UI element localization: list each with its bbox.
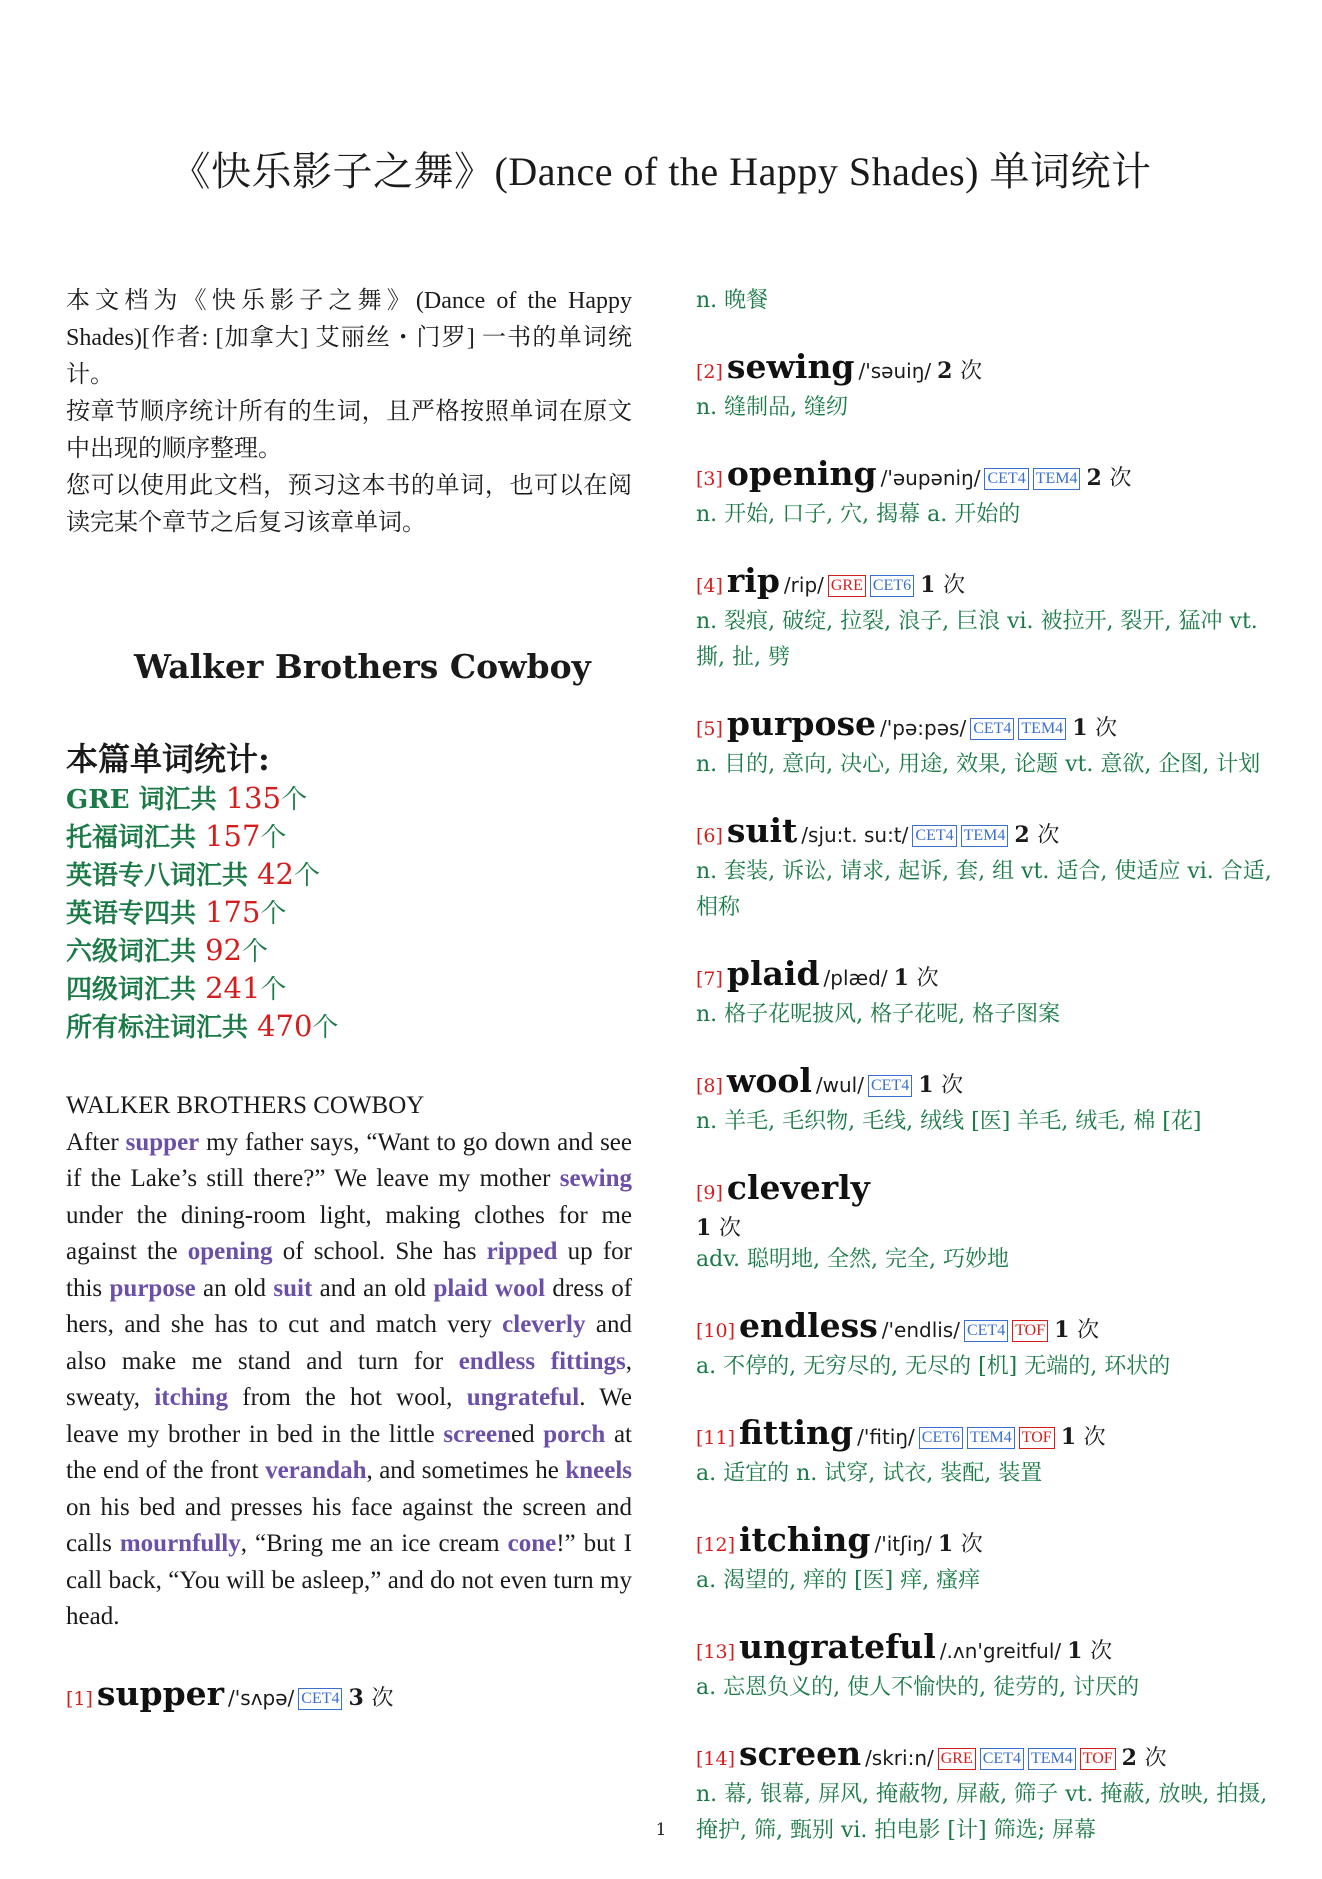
entry-index: [5] bbox=[696, 718, 723, 740]
entry-header bbox=[696, 1063, 1276, 1104]
count-unit: 次 bbox=[960, 1532, 983, 1557]
entry-phonetic: /'sʌpə/ bbox=[228, 1685, 295, 1710]
stats-heading: 本篇单词统计: bbox=[66, 740, 270, 778]
count-unit: 次 bbox=[916, 966, 939, 991]
count-unit: 次 bbox=[941, 1073, 964, 1098]
count-unit: 次 bbox=[718, 1216, 741, 1241]
intro-paragraph: 您可以使用此文档，预习这本书的单词，也可以在阅读完某个章节之后复习该章单词。 bbox=[66, 473, 632, 536]
highlighted-word: fittings bbox=[550, 1347, 626, 1375]
entry-header bbox=[696, 1629, 1276, 1670]
entry-word: endless bbox=[739, 1306, 878, 1345]
stat-unit: 个 bbox=[260, 899, 287, 929]
vocab-entry bbox=[696, 956, 1276, 1033]
vocab-list-right bbox=[696, 283, 1276, 1849]
highlighted-word: purpose bbox=[109, 1274, 196, 1302]
entry-header bbox=[696, 813, 1276, 854]
stat-unit: 个 bbox=[312, 1013, 339, 1043]
count-value: 1 bbox=[920, 572, 944, 598]
count-unit: 次 bbox=[1077, 1318, 1100, 1343]
stat-label: 英语专四共 bbox=[66, 899, 206, 929]
highlighted-word: supper bbox=[125, 1128, 200, 1156]
entry-index: [9] bbox=[696, 1182, 723, 1204]
stat-row bbox=[66, 1008, 632, 1046]
entry-definition: n. 开始, 口子, 穴, 揭幕 a. 开始的 bbox=[696, 502, 1021, 527]
entry-phonetic: /sju:t. su:t/ bbox=[801, 823, 909, 847]
tag-badge: CET4 bbox=[980, 1748, 1024, 1770]
entry-definition: n. 格子花呢披风, 格子花呢, 格子图案 bbox=[696, 1002, 1061, 1027]
entry-index: [2] bbox=[696, 361, 723, 383]
entry-phonetic: /rip/ bbox=[783, 573, 824, 597]
stat-unit: 个 bbox=[260, 975, 287, 1005]
stat-count: 42 bbox=[257, 857, 294, 891]
stat-label: GRE 词汇共 bbox=[66, 785, 226, 815]
stat-row bbox=[66, 780, 632, 818]
tag-badge: CET6 bbox=[919, 1427, 963, 1449]
stat-row bbox=[66, 856, 632, 894]
intro-paragraph: 按章节顺序统计所有的生词，且严格按照单词在原文中出现的顺序整理。 bbox=[66, 399, 632, 462]
entry-definition: a. 适宜的 n. 试穿, 试衣, 装配, 装置 bbox=[696, 1461, 1043, 1486]
stat-label: 四级词汇共 bbox=[66, 975, 206, 1005]
entry-definition: a. 渴望的, 痒的 [医] 痒, 瘙痒 bbox=[696, 1568, 981, 1593]
count-value: 1 bbox=[893, 965, 917, 991]
entry-index: [11] bbox=[696, 1427, 736, 1449]
stat-row bbox=[66, 894, 632, 932]
entry-phonetic: /'itʃiŋ/ bbox=[874, 1532, 932, 1556]
entry-word: purpose bbox=[726, 704, 877, 743]
entry-phonetic: /wul/ bbox=[815, 1073, 864, 1097]
entry-header bbox=[696, 1415, 1276, 1456]
vocab-entry bbox=[696, 1063, 1276, 1140]
intro-paragraph: 本文档为《快乐影子之舞》(Dance of the Happy Shades)[作者: [加拿大] 艾丽丝・门罗] 一书的单词统计。 bbox=[66, 288, 632, 388]
count-unit: 次 bbox=[371, 1685, 394, 1711]
entry-phonetic: /.ʌn'greitful/ bbox=[939, 1639, 1062, 1663]
stat-unit: 个 bbox=[260, 823, 287, 853]
vocab-entry bbox=[696, 706, 1276, 783]
entry-word: rip bbox=[726, 561, 780, 600]
entry-word: wool bbox=[726, 1061, 812, 1100]
entry-header bbox=[66, 1673, 632, 1717]
count-unit: 次 bbox=[1037, 823, 1060, 848]
vocab-entry bbox=[696, 1415, 1276, 1492]
entry-header bbox=[696, 1522, 1276, 1563]
count-value: 2 bbox=[1086, 465, 1110, 491]
tag-badge: TEM4 bbox=[961, 825, 1009, 847]
tag-badge: CET4 bbox=[984, 468, 1028, 490]
tag-badge: CET4 bbox=[964, 1320, 1008, 1342]
count-value: 1 bbox=[1054, 1317, 1078, 1343]
highlighted-word: opening bbox=[187, 1238, 273, 1265]
tag-badge: CET4 bbox=[298, 1688, 342, 1710]
entry-word: suit bbox=[726, 811, 798, 850]
entry-phonetic: /'pə:pəs/ bbox=[880, 716, 967, 740]
vocab-entry bbox=[696, 1522, 1276, 1599]
entry-word: screen bbox=[739, 1734, 862, 1773]
count-value: 1 bbox=[696, 1215, 719, 1241]
entry-definition: adv. 聪明地, 全然, 完全, 巧妙地 bbox=[696, 1247, 1009, 1272]
intro-section bbox=[66, 283, 632, 542]
entry-count bbox=[1054, 1317, 1099, 1343]
entry-header bbox=[696, 456, 1276, 497]
tag-badge: GRE bbox=[938, 1748, 976, 1770]
entry-definition: n. 晚餐 bbox=[696, 288, 769, 313]
text-paragraph: After supper my father says, “Want to go down and see if the Lake’s still there?” We leave my mother sewing under the dining-room light, making clothes for me against the opening of school. She has ripped up for this purpose an old suit and an old plaid wool dress of hers, and she has to cut and match very cleverly and also make me stand and turn for endless fittings, sweaty, itching from the hot wool, ungrateful. We leave my brother in bed in the little screened porch at the end of the front verandah, and sometimes he kneels on his bed and presses his face against the screen and calls mournfully, “Bring me an ice cream cone!” but I call back, “You will be asleep,” and do not even turn my head. bbox=[66, 1128, 633, 1630]
entry-definition: n. 目的, 意向, 决心, 用途, 效果, 论题 vt. 意欲, 企图, 计划 bbox=[696, 752, 1261, 777]
count-value: 1 bbox=[1067, 1638, 1091, 1664]
count-value: 3 bbox=[348, 1684, 372, 1711]
tag-badge: TEM4 bbox=[1033, 468, 1081, 490]
count-value: 2 bbox=[1121, 1745, 1145, 1771]
highlighted-word: verandah bbox=[265, 1457, 367, 1484]
entry-header bbox=[696, 1736, 1276, 1777]
entry-header bbox=[696, 956, 1276, 997]
tag-badge: TEM4 bbox=[967, 1427, 1015, 1449]
entry-header bbox=[696, 349, 1276, 390]
vocab-entry bbox=[696, 1629, 1276, 1706]
entry-index: [1] bbox=[66, 1687, 93, 1710]
vocab-entry bbox=[696, 1308, 1276, 1385]
stat-label: 托福词汇共 bbox=[66, 823, 206, 853]
entry-count bbox=[918, 1072, 963, 1098]
count-value: 2 bbox=[937, 358, 961, 384]
entry-header bbox=[696, 1308, 1276, 1349]
highlighted-word: ripped bbox=[486, 1238, 558, 1265]
count-unit: 次 bbox=[1144, 1746, 1167, 1771]
entry-phonetic: /'əupəniŋ/ bbox=[880, 466, 981, 490]
entry-index: [8] bbox=[696, 1075, 723, 1097]
highlighted-word: endless bbox=[458, 1347, 536, 1375]
entry-phonetic: /'səuiŋ/ bbox=[858, 359, 932, 383]
entry-word: supper bbox=[96, 1673, 225, 1713]
tag-badge: TEM4 bbox=[1018, 718, 1066, 740]
tag-badge: CET4 bbox=[868, 1075, 912, 1097]
entry-word: plaid bbox=[726, 954, 820, 993]
entry-header bbox=[696, 1170, 1276, 1211]
stat-count: 470 bbox=[257, 1009, 313, 1043]
entry-word: sewing bbox=[726, 347, 855, 386]
count-value: 1 bbox=[1060, 1424, 1084, 1450]
tag-badge: CET6 bbox=[870, 575, 914, 597]
count-value: 1 bbox=[1072, 715, 1096, 741]
entry-definition: n. 裂痕, 破绽, 拉裂, 浪子, 巨浪 vi. 被拉开, 裂开, 猛冲 vt. 撕, 扯, 劈 bbox=[696, 609, 1258, 670]
tag-badge: GRE bbox=[828, 575, 866, 597]
tag-badge: TOF bbox=[1019, 1427, 1055, 1449]
highlighted-word: kneels bbox=[565, 1457, 632, 1484]
count-unit: 次 bbox=[1090, 1639, 1113, 1664]
highlighted-word: porch bbox=[543, 1420, 606, 1448]
stat-row bbox=[66, 932, 632, 970]
tag-badge: CET4 bbox=[912, 825, 956, 847]
vocab-entry bbox=[696, 349, 1276, 426]
entry-index: [14] bbox=[696, 1748, 736, 1770]
highlighted-word: screen bbox=[443, 1420, 511, 1448]
entry-count bbox=[1067, 1638, 1112, 1664]
stat-count: 157 bbox=[205, 819, 261, 853]
highlighted-word: plaid bbox=[433, 1274, 488, 1302]
entry-index: [12] bbox=[696, 1534, 736, 1556]
entry-count bbox=[1014, 822, 1059, 848]
entry-index: [4] bbox=[696, 575, 723, 597]
entry-definition: n. 套装, 诉讼, 请求, 起诉, 套, 组 vt. 适合, 使适应 vi. 合适, 相称 bbox=[696, 859, 1272, 920]
highlighted-word: cone bbox=[507, 1530, 557, 1557]
entry-definition: a. 忘恩负义的, 使人不愉快的, 徒劳的, 讨厌的 bbox=[696, 1675, 1140, 1700]
entry-count bbox=[1061, 1424, 1106, 1450]
highlighted-word: suit bbox=[273, 1274, 313, 1302]
entry-word: opening bbox=[726, 454, 877, 493]
page-number: 1 bbox=[655, 1820, 667, 1840]
stat-unit: 个 bbox=[293, 861, 320, 891]
highlighted-word: wool bbox=[495, 1274, 546, 1302]
entry-definition: a. 不停的, 无穷尽的, 无尽的 [机] 无端的, 环状的 bbox=[696, 1354, 1171, 1379]
text-heading: WALKER BROTHERS COWBOY bbox=[66, 1092, 425, 1119]
entry-count bbox=[937, 358, 982, 384]
vocab-entry bbox=[696, 813, 1276, 926]
document-title: 《快乐影子之舞》(Dance of the Happy Shades) 单词统计 bbox=[170, 149, 1152, 194]
stat-label: 英语专八词汇共 bbox=[66, 861, 258, 891]
vocab-entry bbox=[66, 1673, 632, 1717]
left-column bbox=[66, 283, 632, 1717]
stats-list bbox=[66, 780, 632, 1046]
vocab-entry bbox=[696, 1170, 1276, 1278]
tag-badge: TOF bbox=[1080, 1748, 1116, 1770]
entry-count bbox=[1086, 465, 1131, 491]
entry-phonetic: /'endlis/ bbox=[881, 1318, 960, 1342]
vocab-list-left bbox=[66, 1673, 632, 1717]
tag-badge: TOF bbox=[1012, 1320, 1048, 1342]
stat-count: 241 bbox=[205, 971, 261, 1005]
chapter-title: Walker Brothers Cowboy bbox=[134, 647, 591, 686]
stat-row bbox=[66, 818, 632, 856]
stat-unit: 个 bbox=[241, 937, 268, 967]
entry-index: [6] bbox=[696, 825, 723, 847]
entry-index: [13] bbox=[696, 1641, 736, 1663]
entry-count bbox=[938, 1531, 983, 1557]
count-unit: 次 bbox=[943, 573, 966, 598]
stat-label: 六级词汇共 bbox=[66, 937, 206, 967]
highlighted-word: sewing bbox=[559, 1165, 632, 1192]
entry-word: itching bbox=[739, 1520, 871, 1559]
count-unit: 次 bbox=[1109, 466, 1132, 491]
entry-index: [10] bbox=[696, 1320, 736, 1342]
entry-index: [3] bbox=[696, 468, 723, 490]
entry-definition: n. 幕, 银幕, 屏风, 掩蔽物, 屏蔽, 筛子 vt. 掩蔽, 放映, 拍摄, 掩护, 筛, 甄别 vi. 拍电影 [计] 筛选; 屏幕 bbox=[696, 1782, 1268, 1843]
entry-word: ungrateful bbox=[739, 1627, 936, 1666]
count-unit: 次 bbox=[1095, 716, 1118, 741]
entry-word: fitting bbox=[739, 1413, 854, 1452]
tag-badge: CET4 bbox=[970, 718, 1014, 740]
count-value: 1 bbox=[937, 1531, 961, 1557]
entry-header bbox=[696, 563, 1276, 604]
entry-index: [7] bbox=[696, 968, 723, 990]
stat-unit: 个 bbox=[281, 785, 308, 815]
entry-word: cleverly bbox=[726, 1168, 870, 1207]
stat-label: 所有标注词汇共 bbox=[66, 1013, 258, 1043]
chapter-text bbox=[66, 1088, 632, 1636]
entry-phonetic: /plæd/ bbox=[823, 966, 888, 990]
stat-count: 92 bbox=[205, 933, 242, 967]
vocab-entry bbox=[696, 563, 1276, 676]
right-column bbox=[696, 283, 1276, 1879]
stat-row bbox=[66, 970, 632, 1008]
tag-badge: TEM4 bbox=[1028, 1748, 1076, 1770]
highlighted-word: itching bbox=[154, 1384, 228, 1411]
count-value: 2 bbox=[1014, 822, 1038, 848]
entry-definition: n. 缝制品, 缝纫 bbox=[696, 395, 849, 420]
entry-count bbox=[1122, 1745, 1167, 1771]
stat-count: 175 bbox=[205, 895, 261, 929]
highlighted-word: mournfully bbox=[119, 1530, 241, 1557]
vocab-entry bbox=[696, 456, 1276, 533]
entry-header bbox=[696, 706, 1276, 747]
entry-phonetic: /'fitiŋ/ bbox=[857, 1425, 915, 1449]
count-unit: 次 bbox=[1083, 1425, 1106, 1450]
entry-count bbox=[1072, 715, 1117, 741]
entry-count bbox=[696, 1211, 1276, 1242]
entry-count bbox=[348, 1685, 393, 1711]
count-unit: 次 bbox=[960, 359, 983, 384]
entry-phonetic: /skri:n/ bbox=[865, 1746, 934, 1770]
entry-count bbox=[894, 965, 939, 991]
highlighted-word: cleverly bbox=[502, 1311, 586, 1338]
count-value: 1 bbox=[918, 1072, 942, 1098]
stat-count: 135 bbox=[225, 781, 282, 815]
highlighted-word: ungrateful bbox=[466, 1384, 580, 1411]
entry-definition: n. 羊毛, 毛织物, 毛线, 绒线 [医] 羊毛, 绒毛, 棉 [花] bbox=[696, 1109, 1202, 1134]
entry-count bbox=[920, 572, 965, 598]
